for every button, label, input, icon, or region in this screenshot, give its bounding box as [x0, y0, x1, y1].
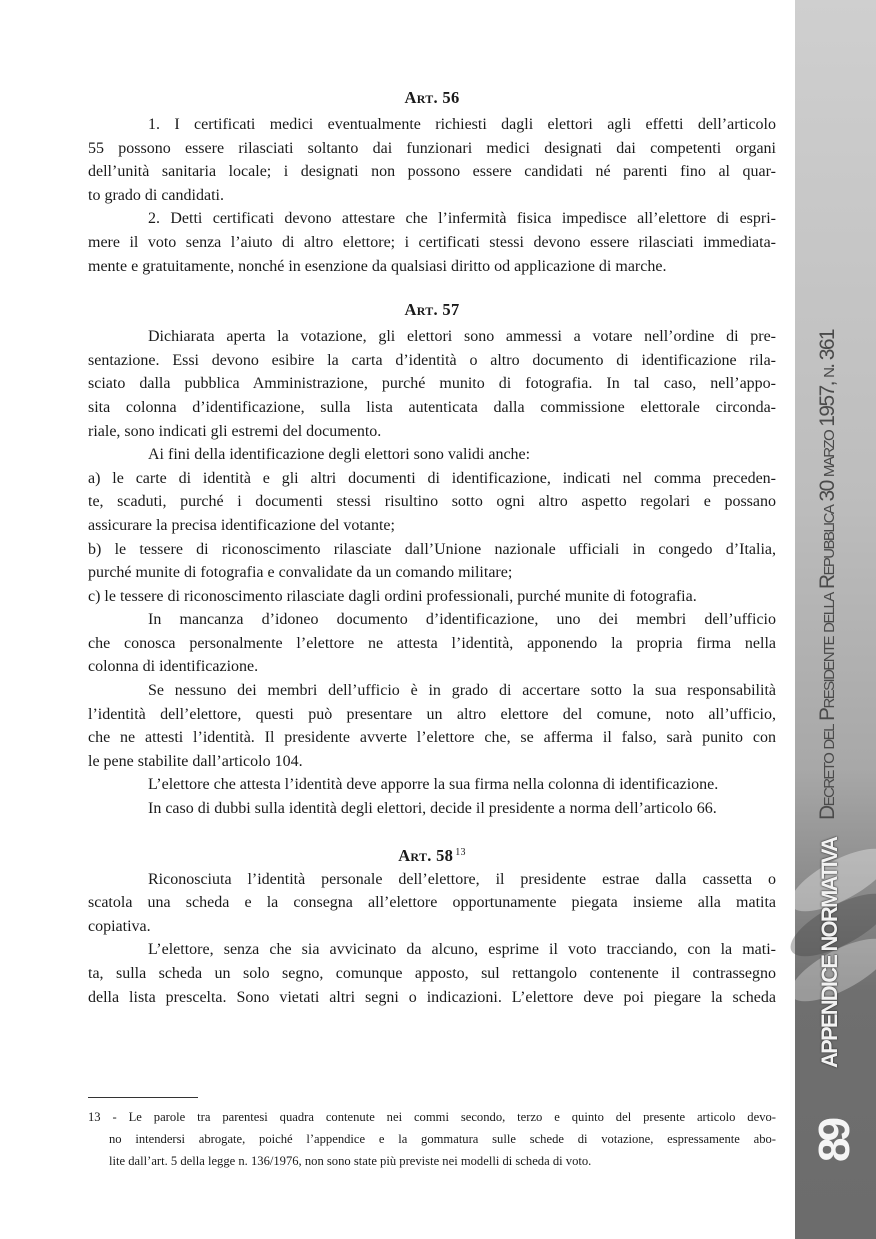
article	[88, 841, 776, 1010]
page-body	[88, 86, 776, 1029]
text-line: riale, sono indicati gli estremi del documento.	[88, 422, 382, 440]
text-line: sentazione. Essi devono esibire la carta d’identità o altro documento di identificazione rila-	[88, 351, 776, 369]
text-line: a) le carte di identità e gli altri documenti di identificazione, indicati nel comma preceden-	[88, 469, 776, 487]
text-line: 1. I certificati medici eventualmente richiesti dagli elettori agli effetti dell’articolo	[148, 116, 776, 133]
page-number: 89	[810, 1121, 859, 1163]
article-heading-text: Art. 57	[404, 300, 460, 320]
text-line: Ai fini della identificazione degli elettori sono validi anche:	[148, 446, 531, 464]
footnote-line: lite dall’art. 5 della legge n. 136/1976, non sono state più previste nei modelli di scheda di voto.	[109, 1154, 592, 1168]
text-line: ta, sulla scheda un solo segno, comunque apposto, sul rettangolo contenente il contrassegno	[88, 965, 776, 982]
text-line: to grado di candidati.	[88, 186, 224, 204]
paragraph	[88, 868, 776, 939]
text-line: le pene stabilite dall’articolo 104.	[88, 752, 303, 770]
paragraph	[88, 938, 776, 1009]
footnote-line: no intendersi abrogate, poiché l’appendice e la gommatura sulle schede di votazione, espressamente abo-	[109, 1132, 776, 1146]
article	[88, 86, 776, 278]
text-line: In mancanza d’idoneo documento d’identificazione, uno dei membri dell’ufficio	[148, 611, 776, 629]
text-line: sita colonna d’identificazione, sulla lista autenticata dalla commissione elettorale circonda-	[88, 398, 776, 416]
text-line: purché munite di fotografia e convalidate da un comando militare;	[88, 564, 513, 582]
text-line: colonna di identificazione.	[88, 658, 259, 676]
footnote-divider	[88, 1097, 198, 1098]
text-line: c) le tessere di riconoscimento rilasciate dagli ordini professionali, purché munite di fotografia.	[88, 587, 697, 605]
sidebar-band	[795, 0, 876, 1239]
paragraph	[88, 207, 776, 278]
paragraph	[88, 608, 776, 679]
article-heading-text: Art. 58	[398, 845, 454, 865]
article-heading	[88, 86, 776, 113]
paragraph	[88, 773, 776, 797]
running-title: Decreto del Presidente della Repubblica 30 marzo 1957, n. 361	[816, 330, 839, 821]
text-line: L’elettore, senza che sia avvicinato da alcuno, esprime il voto tracciando, con la mati-	[148, 941, 776, 959]
text-line: mente e gratuitamente, nonché in esenzione da qualsiasi diritto od applicazione di marche.	[88, 257, 667, 275]
text-line: dell’unità sanitaria locale; i designati non possono essere candidati né parenti fino al quar-	[88, 163, 776, 181]
text-line: 55 possono essere rilasciati soltanto dai funzionari medici designati dai competenti organi	[88, 139, 776, 157]
paragraph	[88, 325, 776, 443]
text-line: sciato dalla pubblica Amministrazione, purché munito di fotografia. In tal caso, nell’appo-	[88, 375, 776, 393]
text-line: b) le tessere di riconoscimento rilasciate dall’Unione nazionale ufficiali in congedo d’Italia,	[88, 540, 776, 558]
text-line: Riconosciuta l’identità personale dell’elettore, il presidente estrae dalla cassetta o	[148, 870, 776, 888]
paragraph	[88, 443, 776, 467]
paragraph	[88, 113, 776, 207]
text-line: che ne attesti l’identità. Il presidente avverte l’elettore che, se afferma il falso, sarà punito con	[88, 729, 776, 747]
text-line: mere il voto senza l’aiuto di altro elettore; i certificati stessi devono essere rilasciati immediata-	[88, 233, 776, 251]
paragraph	[88, 797, 776, 821]
footnote	[88, 1106, 776, 1172]
text-line: che conosca personalmente l’elettore ne attesta l’identità, apponendo la propria firma nella	[88, 634, 776, 652]
text-line: l’identità dell’elettore, questi può presentare un altro elettore del comune, noto all’ufficio,	[88, 705, 776, 723]
paragraph	[88, 538, 776, 585]
article	[88, 298, 776, 820]
paragraph	[88, 467, 776, 538]
text-line: copiativa.	[88, 917, 151, 935]
text-line: della lista prescelta. Sono vietati altri segni o indicazioni. L’elettore deve poi piegare la scheda	[88, 988, 776, 1006]
article-heading-text: Art. 56	[404, 88, 460, 107]
footnote-reference: 13	[455, 846, 466, 858]
text-line: te, scaduti, purché i documenti stessi risultino sotto ogni altro aspetto regolari e possano	[88, 493, 776, 511]
article-heading	[88, 298, 776, 325]
paragraph	[88, 679, 776, 773]
text-line: scatola una scheda e la consegna all’elettore opportunamente piegata insieme alla matita	[88, 894, 776, 912]
text-line: 2. Detti certificati devono attestare che l’infermità fisica impedisce all’elettore di espri-	[148, 210, 776, 228]
text-line: In caso di dubbi sulla identità degli elettori, decide il presidente a norma dell’articolo 66.	[148, 800, 717, 818]
footnote-line: 13 - Le parole tra parentesi quadra contenute nei commi secondo, terzo e quinto del presente articolo devo-	[88, 1110, 776, 1124]
text-line: assicurare la precisa identificazione del votante;	[88, 516, 395, 534]
paragraph	[88, 585, 776, 609]
article-heading	[88, 841, 776, 868]
section-title: APPENDICE NORMATIVA	[817, 837, 842, 1068]
text-line: Se nessuno dei membri dell’ufficio è in grado di accertare sotto la sua responsabilità	[148, 682, 776, 700]
text-line: Dichiarata aperta la votazione, gli elettori sono ammessi a votare nell’ordine di pre-	[148, 328, 776, 346]
text-line: L’elettore che attesta l’identità deve apporre la sua firma nella colonna di identificazione.	[148, 776, 719, 794]
